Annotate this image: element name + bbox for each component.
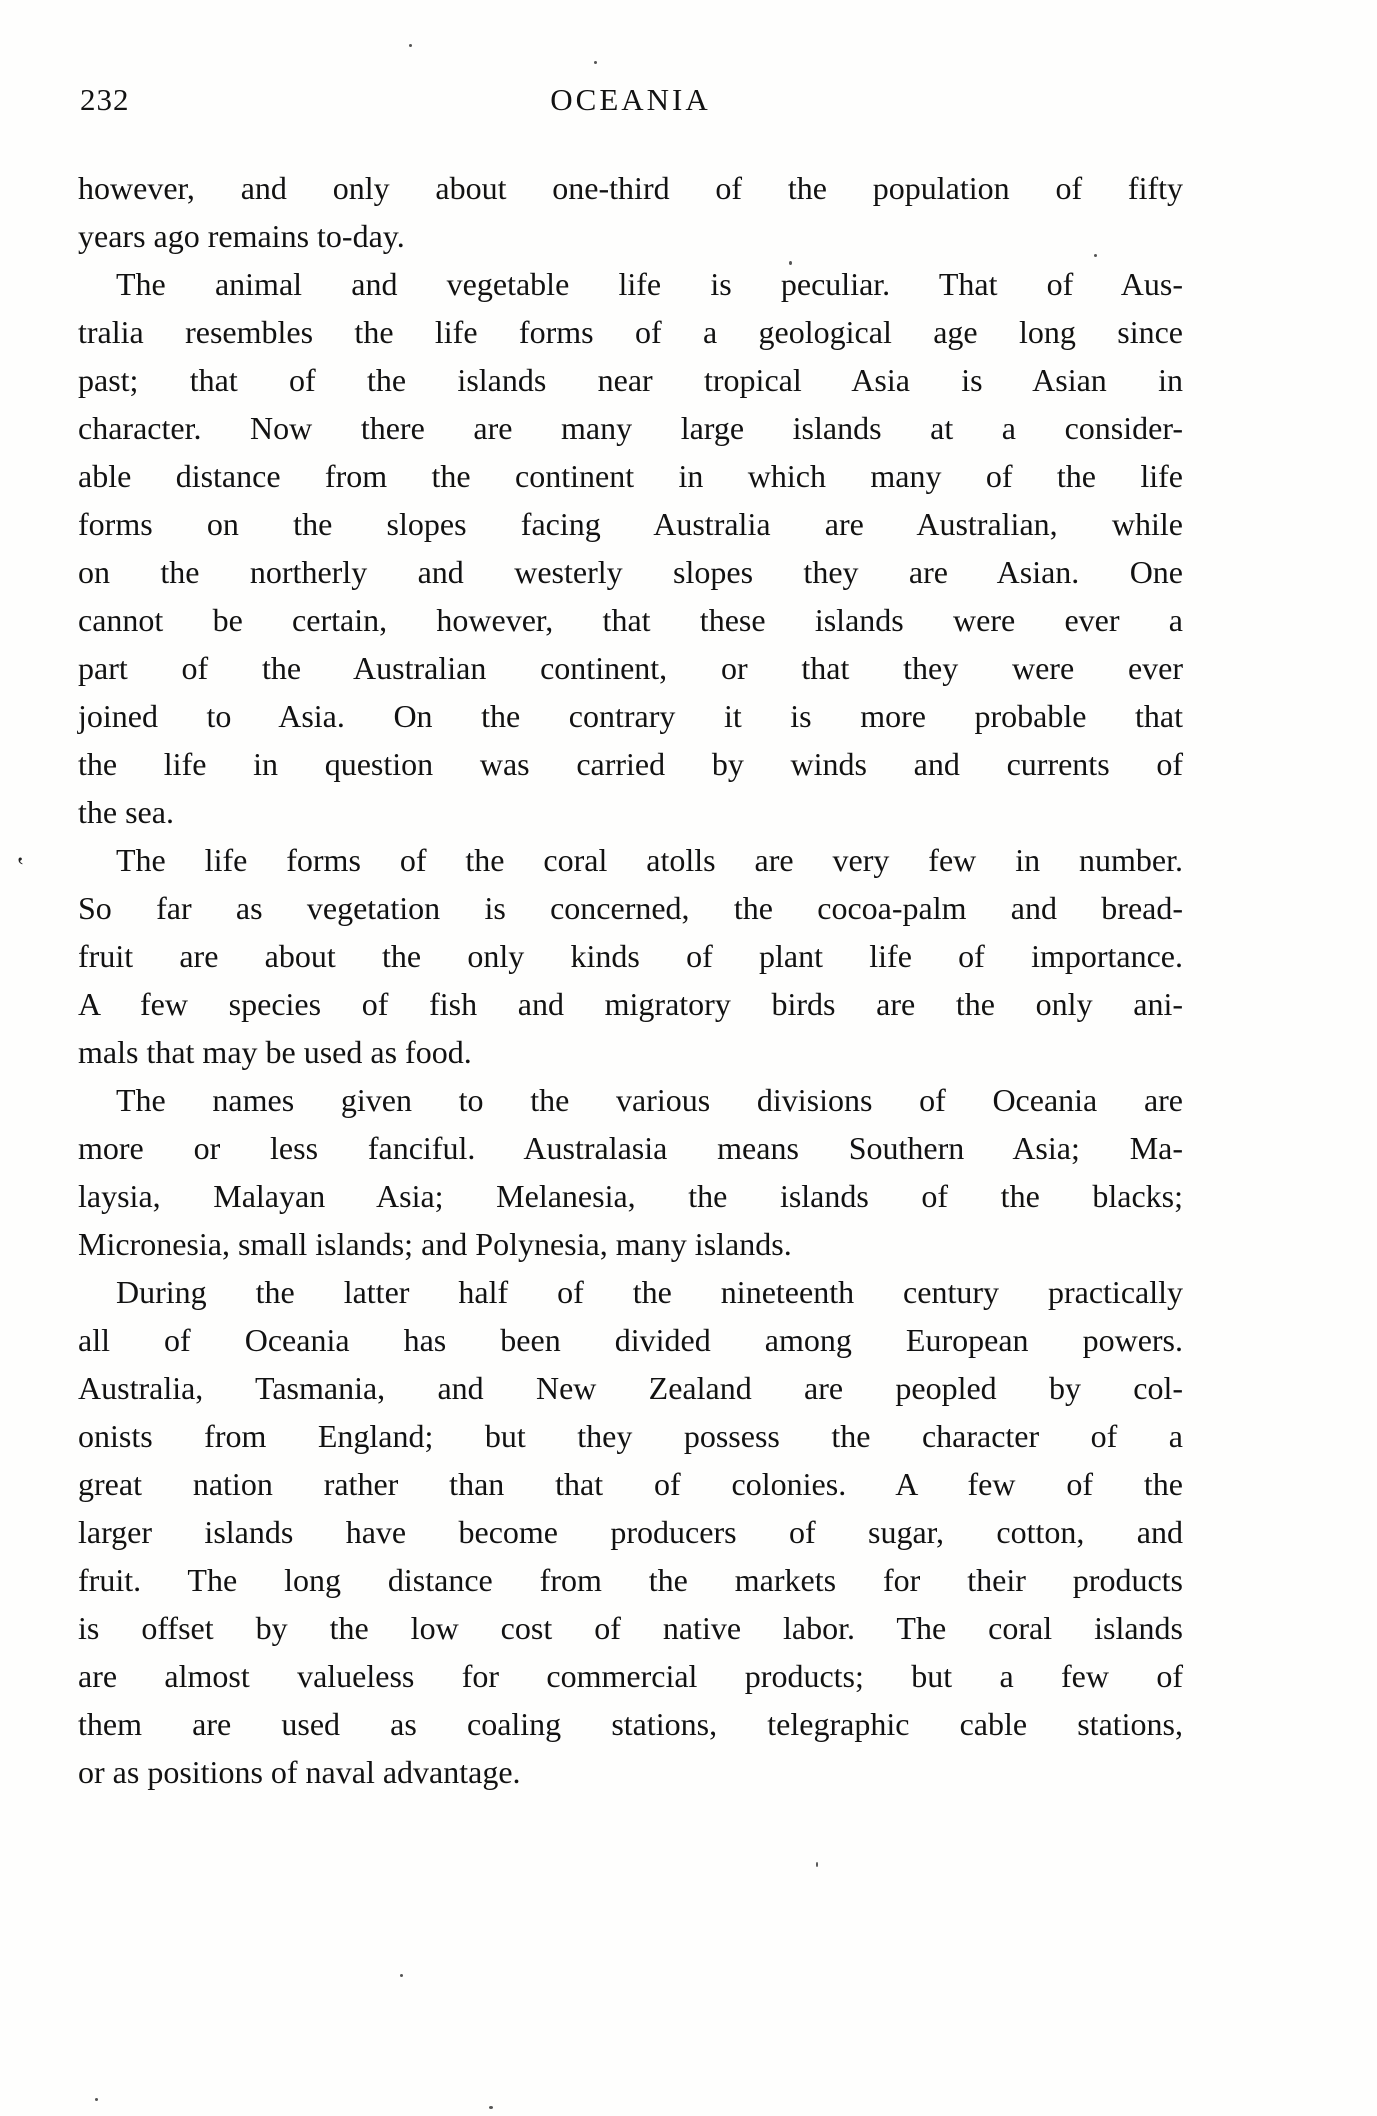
text-line: on the northerly and westerly slopes they are Asian. One [78,554,1183,590]
text-line: or as positions of naval advantage. [78,1754,521,1790]
text-line: onists from England; but they possess the character of a [78,1418,1183,1454]
scan-speck [594,61,597,64]
margin-mark: ‛ [16,852,25,881]
text-line: Micronesia, small islands; and Polynesia, many islands. [78,1226,792,1262]
scan-speck [409,44,412,47]
text-line: laysia, Malayan Asia; Melanesia, the islands of the blacks; [78,1178,1183,1214]
text-line: able distance from the continent in which many of the life [78,458,1183,494]
text-line: fruit are about the only kinds of plant life of importance. [78,938,1183,974]
scan-speck [400,1974,403,1977]
text-line: the life in question was carried by winds and currents of [78,746,1183,782]
text-line: tralia resembles the life forms of a geological age long since [78,314,1183,350]
scan-speck [95,2098,98,2101]
text-line: larger islands have become producers of sugar, cotton, and [78,1514,1183,1550]
scan-speck [789,261,792,265]
text-line: The names given to the various divisions of Oceania are [116,1082,1183,1118]
text-line: So far as vegetation is concerned, the cocoa-palm and bread- [78,890,1183,926]
text-line: mals that may be used as food. [78,1034,472,1070]
text-line: are almost valueless for commercial products; but a few of [78,1658,1183,1694]
page-header [78,82,1183,126]
text-line: A few species of fish and migratory birds are the only ani- [78,986,1183,1022]
text-line: is offset by the low cost of native labor. The coral islands [78,1610,1183,1646]
page-number: 232 [80,82,130,117]
text-line: During the latter half of the nineteenth century practically [116,1274,1183,1310]
text-line: The animal and vegetable life is peculiar. That of Aus- [116,266,1183,302]
text-line: fruit. The long distance from the markets for their products [78,1562,1183,1598]
scan-speck [816,1862,818,1867]
text-line: years ago remains to-day. [78,218,405,254]
text-line: past; that of the islands near tropical Asia is Asian in [78,362,1183,398]
page-body [78,164,1183,1796]
text-line: all of Oceania has been divided among European powers. [78,1322,1183,1358]
scan-speck [1094,254,1097,257]
text-line: forms on the slopes facing Australia are Australian, while [78,506,1183,542]
text-line: The life forms of the coral atolls are very few in number. [116,842,1183,878]
text-line: cannot be certain, however, that these islands were ever a [78,602,1183,638]
text-line: joined to Asia. On the contrary it is more probable that [78,698,1183,734]
text-line: however, and only about one-third of the population of fifty [78,170,1183,206]
text-line: the sea. [78,794,174,830]
text-line: character. Now there are many large islands at a consider- [78,410,1183,446]
scan-speck [489,2106,493,2109]
text-line: great nation rather than that of colonies. A few of the [78,1466,1183,1502]
text-line: more or less fanciful. Australasia means Southern Asia; Ma- [78,1130,1183,1166]
text-line: them are used as coaling stations, telegraphic cable stations, [78,1706,1183,1742]
page-title: OCEANIA [550,82,711,117]
text-line: part of the Australian continent, or that they were ever [78,650,1183,686]
text-line: Australia, Tasmania, and New Zealand are peopled by col- [78,1370,1183,1406]
